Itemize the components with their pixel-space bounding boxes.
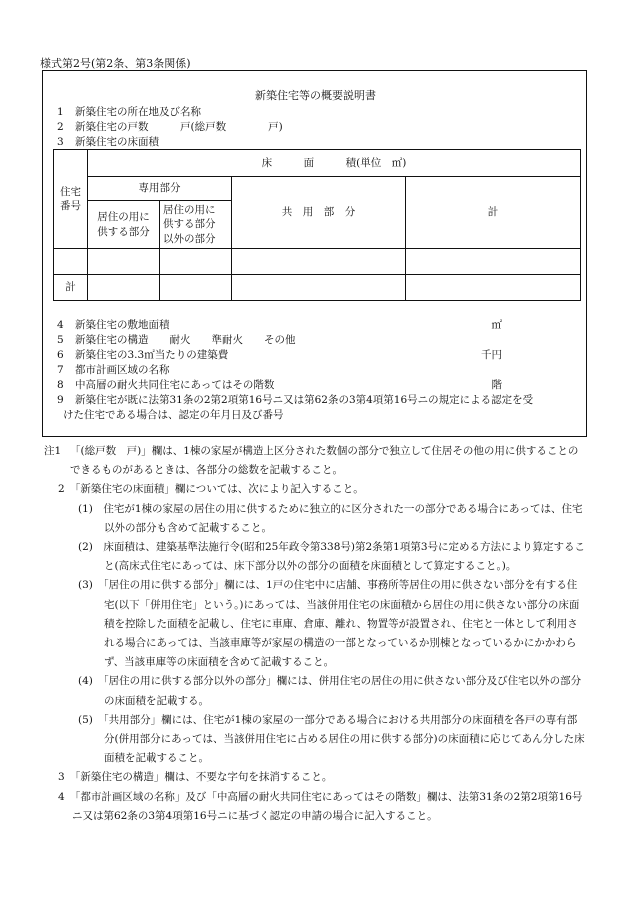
item-4-unit: ㎡ (491, 319, 502, 331)
exclusive-header: 専用部分 (88, 177, 232, 201)
item-1: 1 新築住宅の所在地及び名称 (57, 106, 201, 118)
note-2-4: (4) 「居住の用に供する部分以外の部分」欄には、併用住宅の居住の用に供さない部分及び住宅以外の部分の床面積を記載する。 (78, 675, 582, 707)
note-4: 4 「都市計画区域の名称」及び「中高層の耐火共同住宅にあってはその階数」欄は、法第31条の2第2項第16号ニ又は第62条の3第4項第16号ニに基づく認定の申請の場合に記入すること。 (58, 790, 583, 822)
table-cell[interactable] (54, 249, 88, 275)
table-cell[interactable] (160, 275, 232, 301)
item-2: 2 新築住宅の戸数 戸(総戸数 戸) (57, 121, 283, 133)
document-title: 新築住宅等の概要説明書 (255, 89, 376, 102)
nonresidential-header: 居住の用に 供する部分 以外の部分 (160, 201, 232, 249)
common-header: 共 用 部 分 (232, 177, 406, 249)
item-9-continued: けた住宅である場合は、認定の年月日及び番号 (63, 409, 284, 421)
table-cell[interactable] (406, 249, 581, 275)
form-frame (42, 70, 587, 437)
item-9: 9 新築住宅が既に法第31条の2第2項第16号ニ又は第62条の3第4項第16号ニの規定による認定を受 (57, 394, 534, 406)
item-3: 3 新築住宅の床面積 (57, 136, 159, 148)
note-2-5: (5) 「共用部分」欄には、住宅が1棟の家屋の一部分である場合における共用部分の床面積を各戸の専有部分(併用部分にあっては、当該併用住宅に占める居住の用に供する部分)の床面積に応じてあん分した床面積を記載すること。 (78, 713, 585, 765)
table-cell[interactable] (88, 275, 160, 301)
item-5: 5 新築住宅の構造 耐火 準耐火 その他 (57, 334, 296, 346)
table-cell[interactable] (232, 275, 406, 301)
note-2-2: (2) 床面積は、建築基準法施行令(昭和25年政令第338号)第2条第1項第3号に定める方法により算定すること(高床式住宅にあっては、床下部分以外の部分の面積を床面積として算定すること。)。 (78, 541, 586, 573)
item-6: 6 新築住宅の3.3㎡当たりの建築費 (57, 349, 229, 361)
table-cell[interactable] (406, 275, 581, 301)
note-2-3: (3) 「居住の用に供する部分」欄には、1戸の住宅中に店舗、事務所等居住の用に供さない部分を有する住宅(以下「併用住宅」という。)にあっては、当該併用住宅の床面積から居住の用に供さない部分の床面積を控除した面積を記載し、住宅に車庫、倉庫、離れ、物置等が設置され、住宅と一体として利用される場合にあっては、当該車庫等が家屋の構造の一部となっているか別棟となっているかにかかわらず、当該車庫等の床面積を含めて記載すること。 (78, 579, 580, 669)
form-label: 様式第2号(第2条、第3条関係) (40, 57, 191, 70)
row-total-label: 計 (54, 275, 88, 301)
total-header: 計 (406, 177, 581, 249)
table-row (54, 249, 581, 275)
floor-area-table (53, 149, 581, 301)
note-3: 3 「新築住宅の構造」欄は、不要な字句を抹消すること。 (58, 771, 333, 784)
table-cell[interactable] (232, 249, 406, 275)
note-1: 注1 「(総戸数 戸)」欄は、1棟の家屋が構造上区分された数個の部分で独立して住居その他の用に供することのできるものがあるときは、各部分の総数を記載すること。 (44, 445, 579, 477)
note-2-1: (1) 住宅が1棟の家屋の居住の用に供するために独立的に区分された一の部分である場合にあっては、住宅以外の部分も含めて記載すること。 (78, 502, 583, 534)
residential-header: 居住の用に 供する部分 (88, 201, 160, 249)
item-7: 7 都市計画区域の名称 (57, 364, 170, 376)
table-cell[interactable] (88, 249, 160, 275)
table-total-row (54, 275, 581, 301)
item-4: 4 新築住宅の敷地面積 (57, 319, 170, 331)
floor-area-header: 床 面 積(単位 ㎡) (88, 150, 581, 177)
item-8: 8 中高層の耐火共同住宅にあってはその階数 (57, 379, 275, 391)
item-8-unit: 階 (491, 379, 502, 391)
note-2: 2 「新築住宅の床面積」欄については、次により記入すること。 (58, 483, 364, 496)
notes-section (46, 442, 586, 826)
item-6-unit: 千円 (481, 349, 502, 361)
table-cell[interactable] (160, 249, 232, 275)
house-no-header: 住宅 番号 (54, 150, 88, 249)
